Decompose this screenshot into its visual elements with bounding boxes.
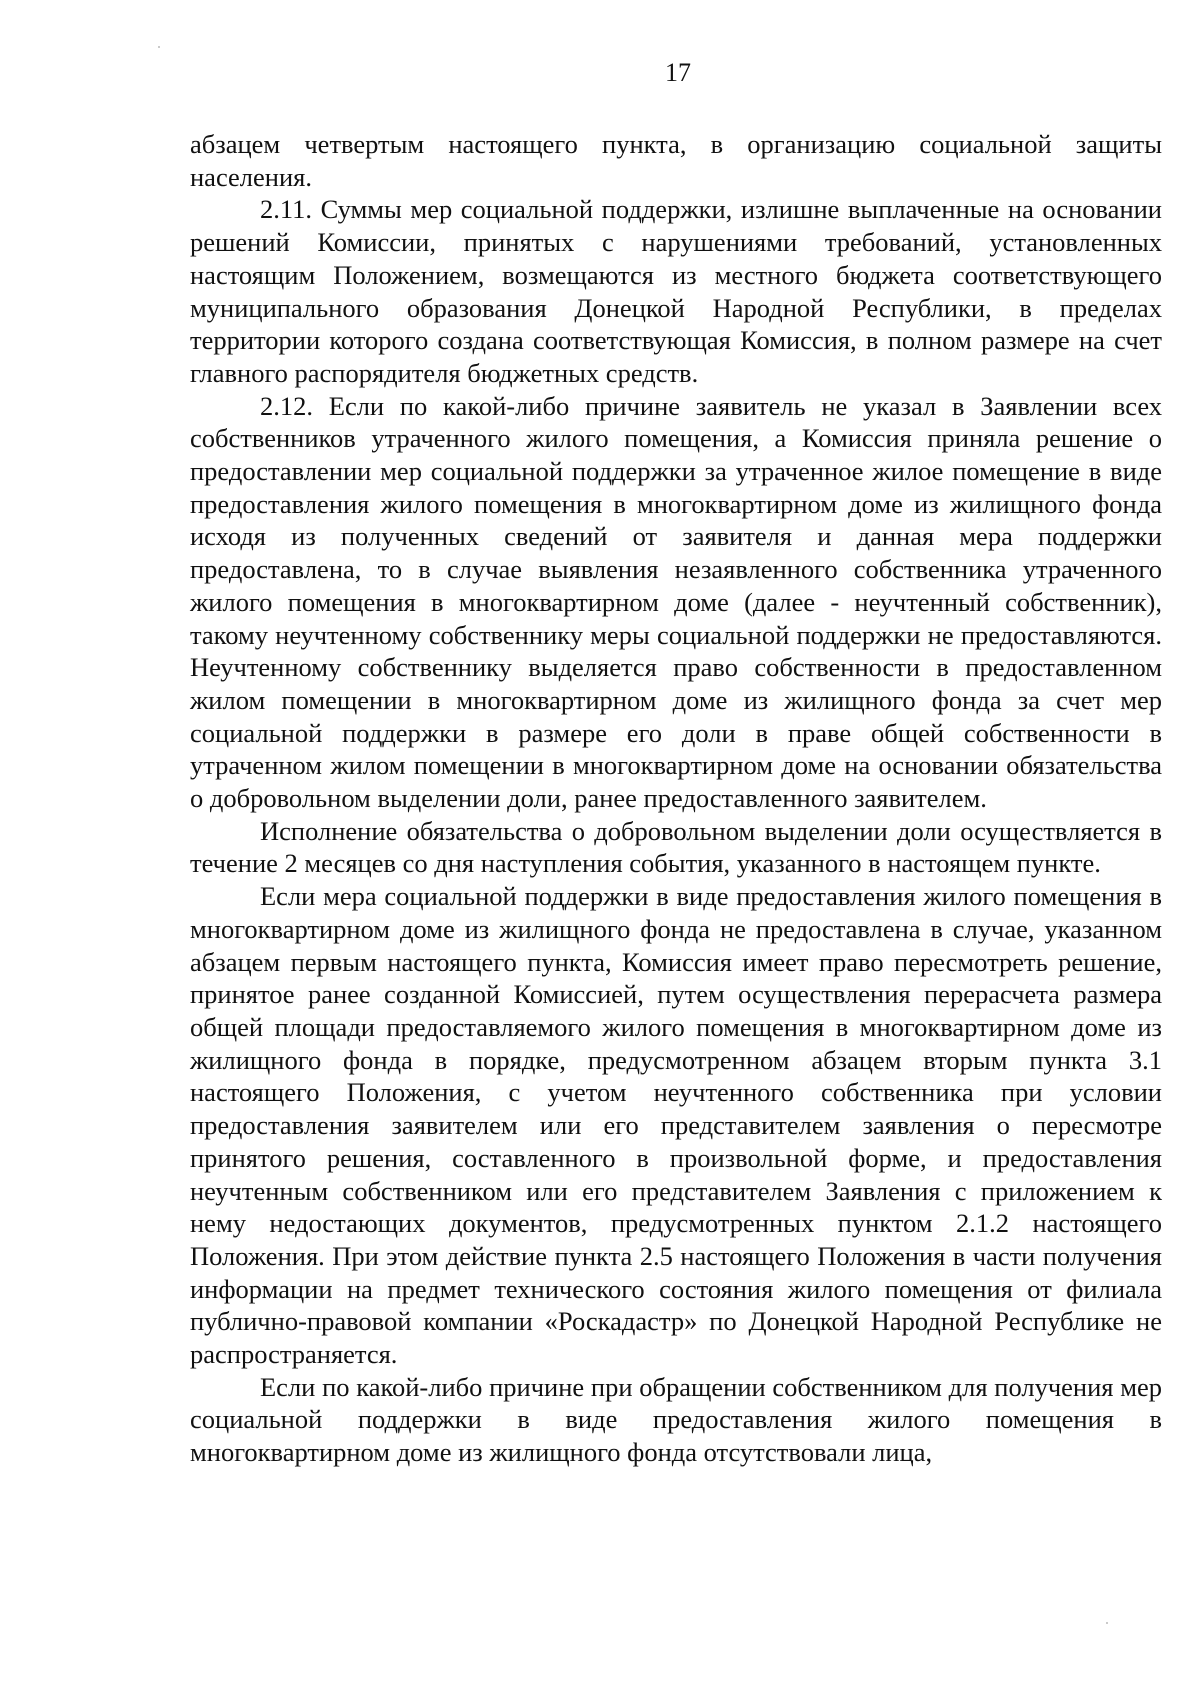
paragraph-obligation: Исполнение обязательства о добровольном выделении доли осуществляется в течение 2 месяцев со дня наступления события, указанного в настоящем пункте. xyxy=(190,815,1162,879)
scan-artifact-dot xyxy=(158,46,160,48)
paragraph-2-12: 2.12. Если по какой-либо причине заявитель не указал в Заявлении всех собственников утраченного жилого помещения, а Комиссия приняла решение о предоставлении мер социальной поддержки за утраченное жилое помещение в виде предоставления жилого помещения в многоквартирном доме из жилищного фонда исходя из полученных сведений от заявителя и данная мера поддержки предоставлена, то в случае выявления незаявленного собственника утраченного жилого помещения в многоквартирном доме (далее - неучтенный собственник), такому неучтенному собственнику меры социальной поддержки не предоставляются. Неучтенному собственнику выделяется право собственности в предоставленном жилом помещении в многоквартирном доме из жилищного фонда за счет мер социальной поддержки в размере его доли в праве общей собственности в утраченном жилом помещении в многоквартирном доме на основании обязательства о добровольном выделении доли, ранее предоставленного заявителем. xyxy=(190,390,1162,814)
scan-artifact-dot xyxy=(1106,1622,1108,1624)
page-number: 17 xyxy=(665,58,691,87)
paragraph-review-decision: Если мера социальной поддержки в виде предоставления жилого помещения в многоквартирном доме из жилищного фонда не предоставлена в случае, указанном абзацем первым настоящего пункта, Комиссия имеет право пересмотреть решение, принятое ранее созданной Комиссией, путем осуществления перерасчета размера общей площади предоставляемого жилого помещения в многоквартирном доме из жилищного фонда в порядке, предусмотренном абзацем вторым пункта 3.1 настоящего Положения, с учетом неучтенного собственника при условии предоставления заявителем или его представителем заявления о пересмотре принятого решения, составленного в произвольной форме, и предоставления неучтенным собственником или его представителем Заявления с приложением к нему недостающих документов, предусмотренных пунктом 2.1.2 настоящего Положения. При этом действие пункта 2.5 настоящего Положения в части получения информации на предмет технического состояния жилого помещения от филиала публично-правовой компании «Роскадастр» по Донецкой Народной Республике не распространяется. xyxy=(190,881,1162,1370)
document-body xyxy=(190,128,1162,1469)
paragraph-continuation: абзацем четвертым настоящего пункта, в организацию социальной защиты населения. xyxy=(190,129,1162,192)
paragraph-absent-persons: Если по какой-либо причине при обращении собственником для получения мер социальной поддержки в виде предоставления жилого помещения в многоквартирном доме из жилищного фонда отсутствовали лица, xyxy=(190,1371,1162,1468)
paragraph-2-11: 2.11. Суммы мер социальной поддержки, излишне выплаченные на основании решений Комиссии, принятых с нарушениями требований, установленных настоящим Положением, возмещаются из местного бюджета соответствующего муниципального образования Донецкой Народной Республики, в пределах территории которого создана соответствующая Комиссия, в полном размере на счет главного распорядителя бюджетных средств. xyxy=(190,194,1162,388)
